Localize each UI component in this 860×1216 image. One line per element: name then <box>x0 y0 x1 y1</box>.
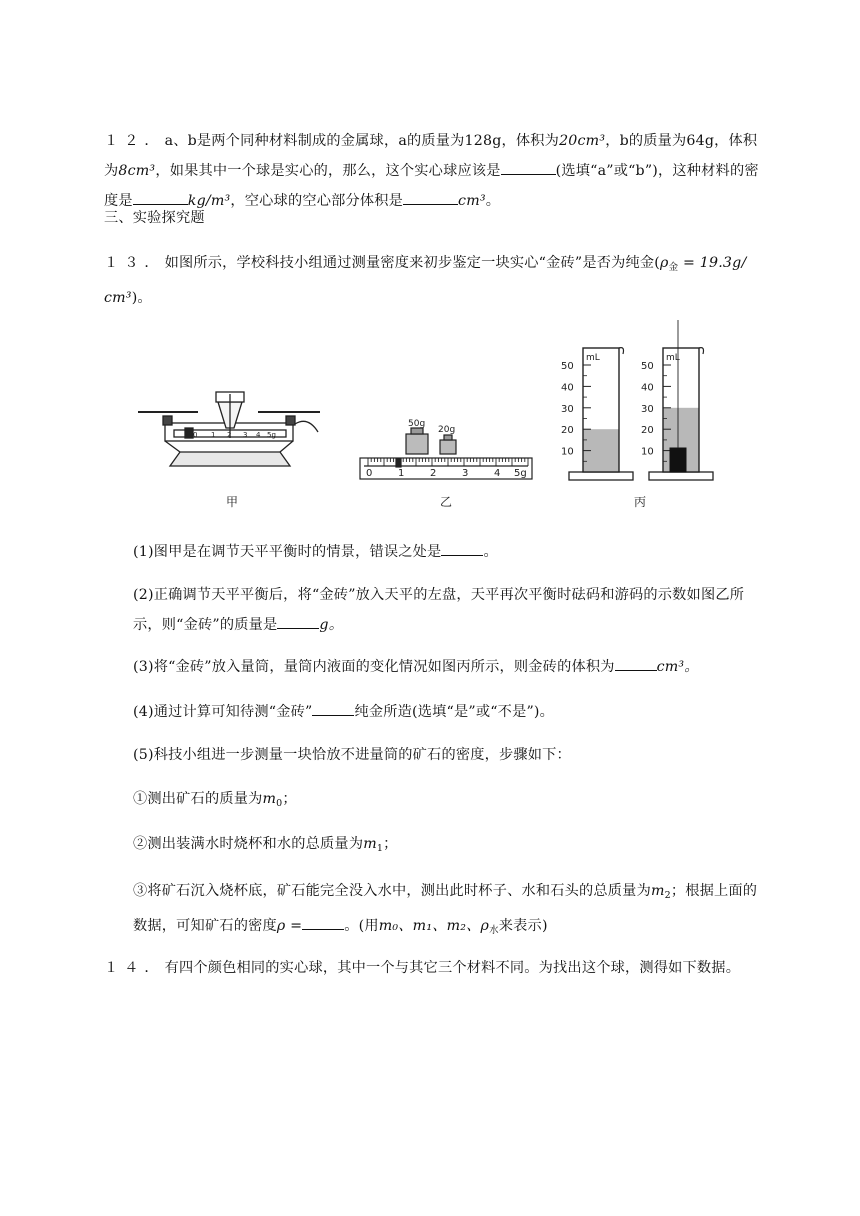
cylinder-base <box>569 472 633 480</box>
gold-brick <box>670 448 686 472</box>
svg-text:2: 2 <box>430 468 437 479</box>
cylinder-tick-label: 10 <box>561 446 574 458</box>
svg-text:4: 4 <box>256 431 261 439</box>
answer-blank <box>312 700 354 716</box>
question-number: １４． <box>104 960 165 976</box>
unit-label: mL <box>586 353 600 363</box>
cylinder-tick-label: 40 <box>641 382 654 394</box>
section-heading: 三、实验探究题 <box>104 210 205 226</box>
graduated-cylinders <box>561 320 713 480</box>
svg-text:3: 3 <box>462 468 469 479</box>
svg-text:1: 1 <box>211 431 216 439</box>
cylinder-tick-label: 50 <box>641 361 654 372</box>
answer-blank <box>277 613 319 629</box>
svg-text:3: 3 <box>243 431 248 439</box>
experiment-figure <box>130 320 730 520</box>
figure-label-jia: 甲 <box>226 495 239 509</box>
sub-question-5: (5)科技小组进一步测量一块恰放不进量筒的矿石的密度，步骤如下： <box>133 747 571 763</box>
svg-text:1: 1 <box>398 468 405 479</box>
svg-text:0: 0 <box>366 468 373 479</box>
cylinder-tick-label: 30 <box>641 403 654 415</box>
cylinder-tick-label: 40 <box>561 382 574 394</box>
apparatus-illustration <box>130 320 730 520</box>
question-number: １２． <box>104 133 165 149</box>
step-1: ①测出矿石的质量为$m_0$； <box>133 791 297 809</box>
step-2: ②测出装满水时烧杯和水的总质量为$m_1$； <box>133 836 398 854</box>
figure-label-bing: 丙 <box>634 495 647 509</box>
weight-label-20g: 20g <box>438 425 456 435</box>
answer-blank <box>441 540 483 556</box>
sub-question-3: (3)将“金砖”放入量筒，量筒内液面的变化情况如图丙所示，则金砖的体积为 cm³。 <box>133 652 761 682</box>
question-12: １２．a、b是两个同种材料制成的金属球，a的质量为128g，体积为20cm³，b的质量为64g，体积为8cm³，如果其中一个球是实心的，那么，这个实心球应该是 (选填“a”或“b”)，这种材料的密度是 kg/m³，空心球的空心部分体积是 cm³。 <box>104 133 759 209</box>
question-13: １３．如图所示，学校科技小组通过测量密度来初步鉴定一块实心“金砖”是否为纯金($\rho_金 = 19.3g/$ cm³)。 <box>104 255 747 306</box>
svg-text:5g: 5g <box>514 468 527 479</box>
question-number: １３． <box>104 255 165 271</box>
cylinder-base <box>649 472 713 480</box>
answer-blank <box>501 159 556 175</box>
svg-text:4: 4 <box>494 468 501 479</box>
sub-question-4: (4)通过计算可知待测“金砖” 纯金所造(选填“是”或“不是”)。 <box>133 697 761 727</box>
cylinder-tick-label: 30 <box>561 403 574 415</box>
unit-label: mL <box>666 353 680 363</box>
answer-blank <box>615 655 657 671</box>
figure-label-yi: 乙 <box>440 495 453 509</box>
svg-text:0: 0 <box>193 431 198 439</box>
question-14: １４．有四个颜色相同的实心球，其中一个与其它三个材料不同。为找出这个球，测得如下数据。 <box>104 960 741 976</box>
weight-label-50g: 50g <box>408 419 426 429</box>
balance-diagram <box>138 392 320 466</box>
cylinder-tick-label: 20 <box>641 425 654 437</box>
svg-text:2: 2 <box>227 431 232 439</box>
sub-question-1: (1)图甲是在调节天平平衡时的情景，错误之处是 。 <box>133 537 761 567</box>
cylinder-tick-label: 20 <box>561 425 574 437</box>
rider-scale-diagram <box>360 428 532 479</box>
step-3: ③将矿石沉入烧杯底，矿石能完全没入水中，测出此时杯子、水和石头的总质量为$m_2$；根据上面的数据，可知矿石的密度ρ = 。(用m₀、m₁、m₂、$\rho_水$来表示) <box>133 883 758 936</box>
cylinder-tick-label: 50 <box>561 361 574 372</box>
cylinder-tick-label: 10 <box>641 446 654 458</box>
sub-question-2: (2)正确调节天平平衡后，将“金砖”放入天平的左盘，天平再次平衡时砝码和游码的示数如图乙所示，则“金砖”的质量是 g。 <box>133 587 745 633</box>
answer-blank <box>302 914 344 930</box>
svg-text:5g: 5g <box>267 431 276 439</box>
